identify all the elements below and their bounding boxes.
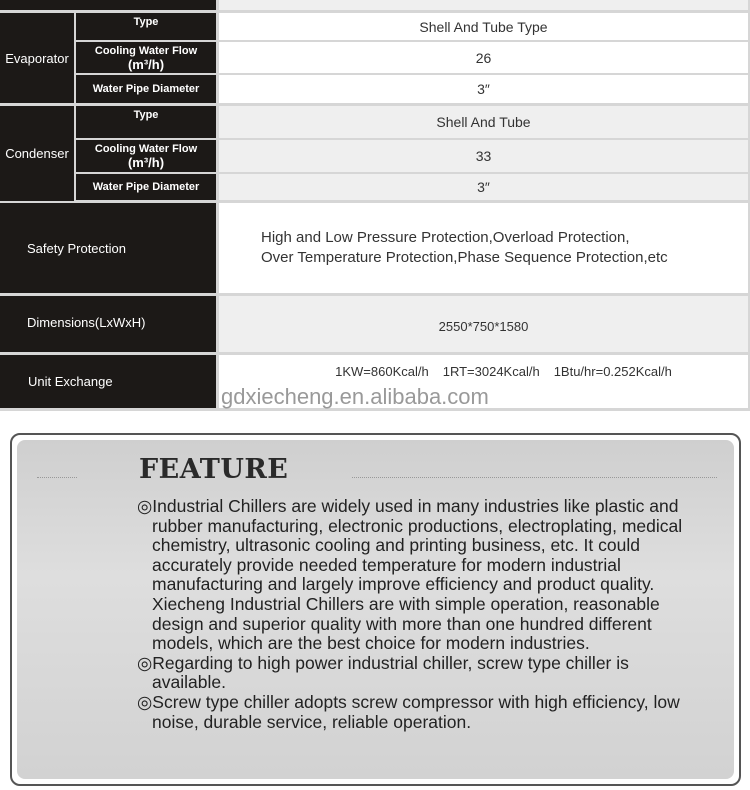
safety-value (219, 203, 748, 293)
evap-pipe-value: 3″ (219, 75, 748, 103)
feature-panel (10, 433, 741, 786)
cond-type-label: Type (76, 106, 216, 138)
feature-paragraph: ◎Regarding to high power industrial chiller, screw type chiller is available. (137, 652, 629, 693)
feature-text (137, 497, 697, 732)
evap-type-value: Shell And Tube Type (219, 13, 748, 40)
prev-row-label (0, 0, 216, 10)
evap-flow-value: 26 (219, 42, 748, 73)
prev-row-value (219, 0, 748, 10)
feature-paragraph: ◎Screw type chiller adopts screw compressor with high efficiency, low noise, durable service, reliable operation. (137, 691, 680, 732)
unit-text: (m³/h) (127, 155, 165, 170)
cond-pipe-value: 3″ (219, 174, 748, 200)
safety-line-1: High and Low Pressure Protection,Overload Protection, (261, 229, 630, 246)
label-text: Cooling Water Flow (94, 44, 198, 57)
cond-type-value: Shell And Tube (219, 106, 748, 138)
dimensions-label: Dimensions(LxWxH) (0, 296, 216, 352)
watermark: gdxiecheng.en.alibaba.com (221, 384, 489, 409)
evap-flow-label (76, 42, 216, 73)
unit-kw: 1KW=860Kcal/h (335, 364, 429, 379)
evap-pipe-label: Water Pipe Diameter (76, 75, 216, 103)
safety-label: Safety Protection (0, 203, 216, 293)
safety-line-2: Over Temperature Protection,Phase Sequence Protection,etc (261, 249, 668, 266)
feature-title: FEATURE (139, 454, 289, 485)
dotted-divider-left (37, 477, 77, 478)
unit-rt: 1RT=3024Kcal/h (442, 364, 540, 379)
unit-btu: 1Btu/hr=0.252Kcal/h (553, 364, 672, 379)
cond-flow-value: 33 (219, 140, 748, 172)
cond-pipe-label: Water Pipe Diameter (76, 174, 216, 200)
label-text: Cooling Water Flow (94, 143, 198, 155)
unit-text: (m³/h) (127, 56, 165, 72)
evaporator-label: Evaporator (0, 13, 74, 103)
feature-paragraph: ◎Industrial Chillers are widely used in many industries like plastic and rubber manufacturing, electronic productions, electroplating, medical chemistry, ultrasonic cooling and printing business, etc. It could accurately provide needed temperature for modern industrial manufacturing and largely improve efficiency and product quality. Xiecheng Industrial Chillers are with simple operation, reasonable design and superior quality with more than one hundred different models, which are the best choice for modern industries. (137, 496, 683, 654)
evap-type-label: Type (76, 13, 216, 40)
dotted-divider-right (352, 477, 717, 478)
dimensions-value: 2550*750*1580 (219, 296, 748, 352)
unit-exchange-label: Unit Exchange (0, 355, 216, 408)
condenser-label: Condenser (0, 106, 74, 201)
cond-flow-label (76, 140, 216, 172)
